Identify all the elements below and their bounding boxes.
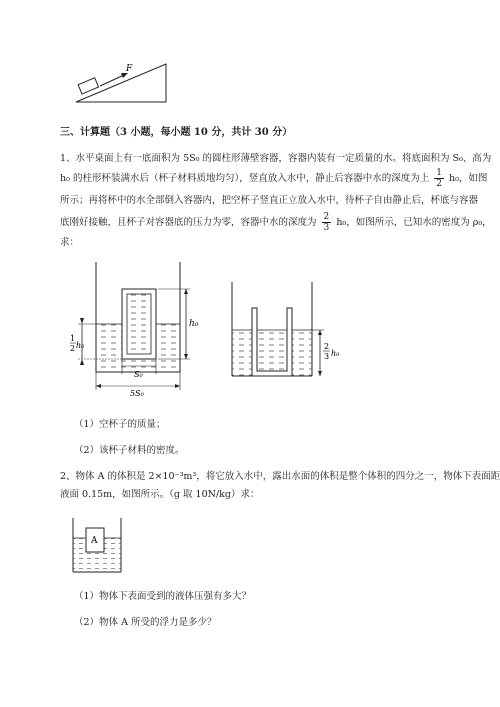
- q1-line2: [60, 168, 487, 189]
- h0-label: h₀: [189, 319, 199, 329]
- q2-line1: 2、物体 A 的体积是 2×10⁻³m³，将它放入水中，露出水面的体积是整个体积的四分之一，物体下表面距: [60, 471, 500, 482]
- q1-sub1: （1）空杯子的质量；: [74, 419, 166, 430]
- q1-line5: 求：: [60, 237, 80, 248]
- q1-line4: [60, 212, 492, 233]
- q2-sub1: （1）物体下表面受到的液体压强有多大？: [74, 591, 252, 602]
- two-thirds-den: 3: [324, 352, 330, 361]
- q1-line4-a: 底刚好接触，且杯子对容器底的压力为零，容器中水的深度为: [60, 217, 317, 228]
- cup-water: [127, 294, 151, 354]
- q1-line2-a: h₀ 的柱形杯装满水后（杯子材料质地均匀），竖直放入水中，静止后容器中水的深度为上: [60, 173, 430, 184]
- q2-line2: 液面 0.15m，如图所示。（g 取 10N/kg）求：: [60, 489, 260, 500]
- half-h0-label: h₀: [76, 341, 85, 350]
- q1-line1: 1、水平桌面上有一底面积为 5S₀ 的圆柱形薄壁容器，容器内装有一定质量的水。将底面积为 S₀、高为: [60, 153, 492, 164]
- force-label: F: [126, 64, 133, 74]
- q1-figure-right: [228, 282, 348, 382]
- incline-block: [78, 78, 98, 94]
- object-a-label: A: [91, 536, 98, 546]
- q1-fraction-two-thirds: $\frac{2}{3}$: [323, 212, 330, 233]
- q1-line4-b: h₀，如图所示，已知水的密度为 ρ₀，: [336, 217, 492, 228]
- two-thirds-num: 2: [324, 342, 330, 351]
- q1-line3: 所示；再将杯中的水全部倒入容器内，把空杯子竖直正立放入水中，待杯子自由静止后，杯底与容器: [60, 195, 479, 206]
- half-frac-den: 2: [70, 344, 76, 353]
- q1-fraction-half: $\frac{1}{2}$: [436, 168, 442, 189]
- q1-sub2: （2）该杯子材料的密度。: [74, 445, 185, 456]
- q1-line2-b: h₀，如图: [449, 173, 488, 184]
- section-heading: 三、计算题（3 小题，每小题 10 分，共计 30 分）: [60, 127, 293, 138]
- container-water-right: [232, 330, 312, 376]
- q2-figure: [70, 516, 126, 576]
- 5s0-label: 5S₀: [130, 389, 144, 397]
- s0-label: S₀: [134, 370, 143, 379]
- incline-ramp: [76, 64, 166, 102]
- incline-figure: [66, 58, 176, 108]
- q1-figure-left: [70, 262, 210, 397]
- half-frac-num: 1: [70, 334, 76, 343]
- q2-sub2: （2）物体 A 所受的浮力是多少？: [74, 617, 217, 628]
- two-thirds-h0: h₀: [331, 349, 340, 358]
- force-arrow: [100, 75, 124, 86]
